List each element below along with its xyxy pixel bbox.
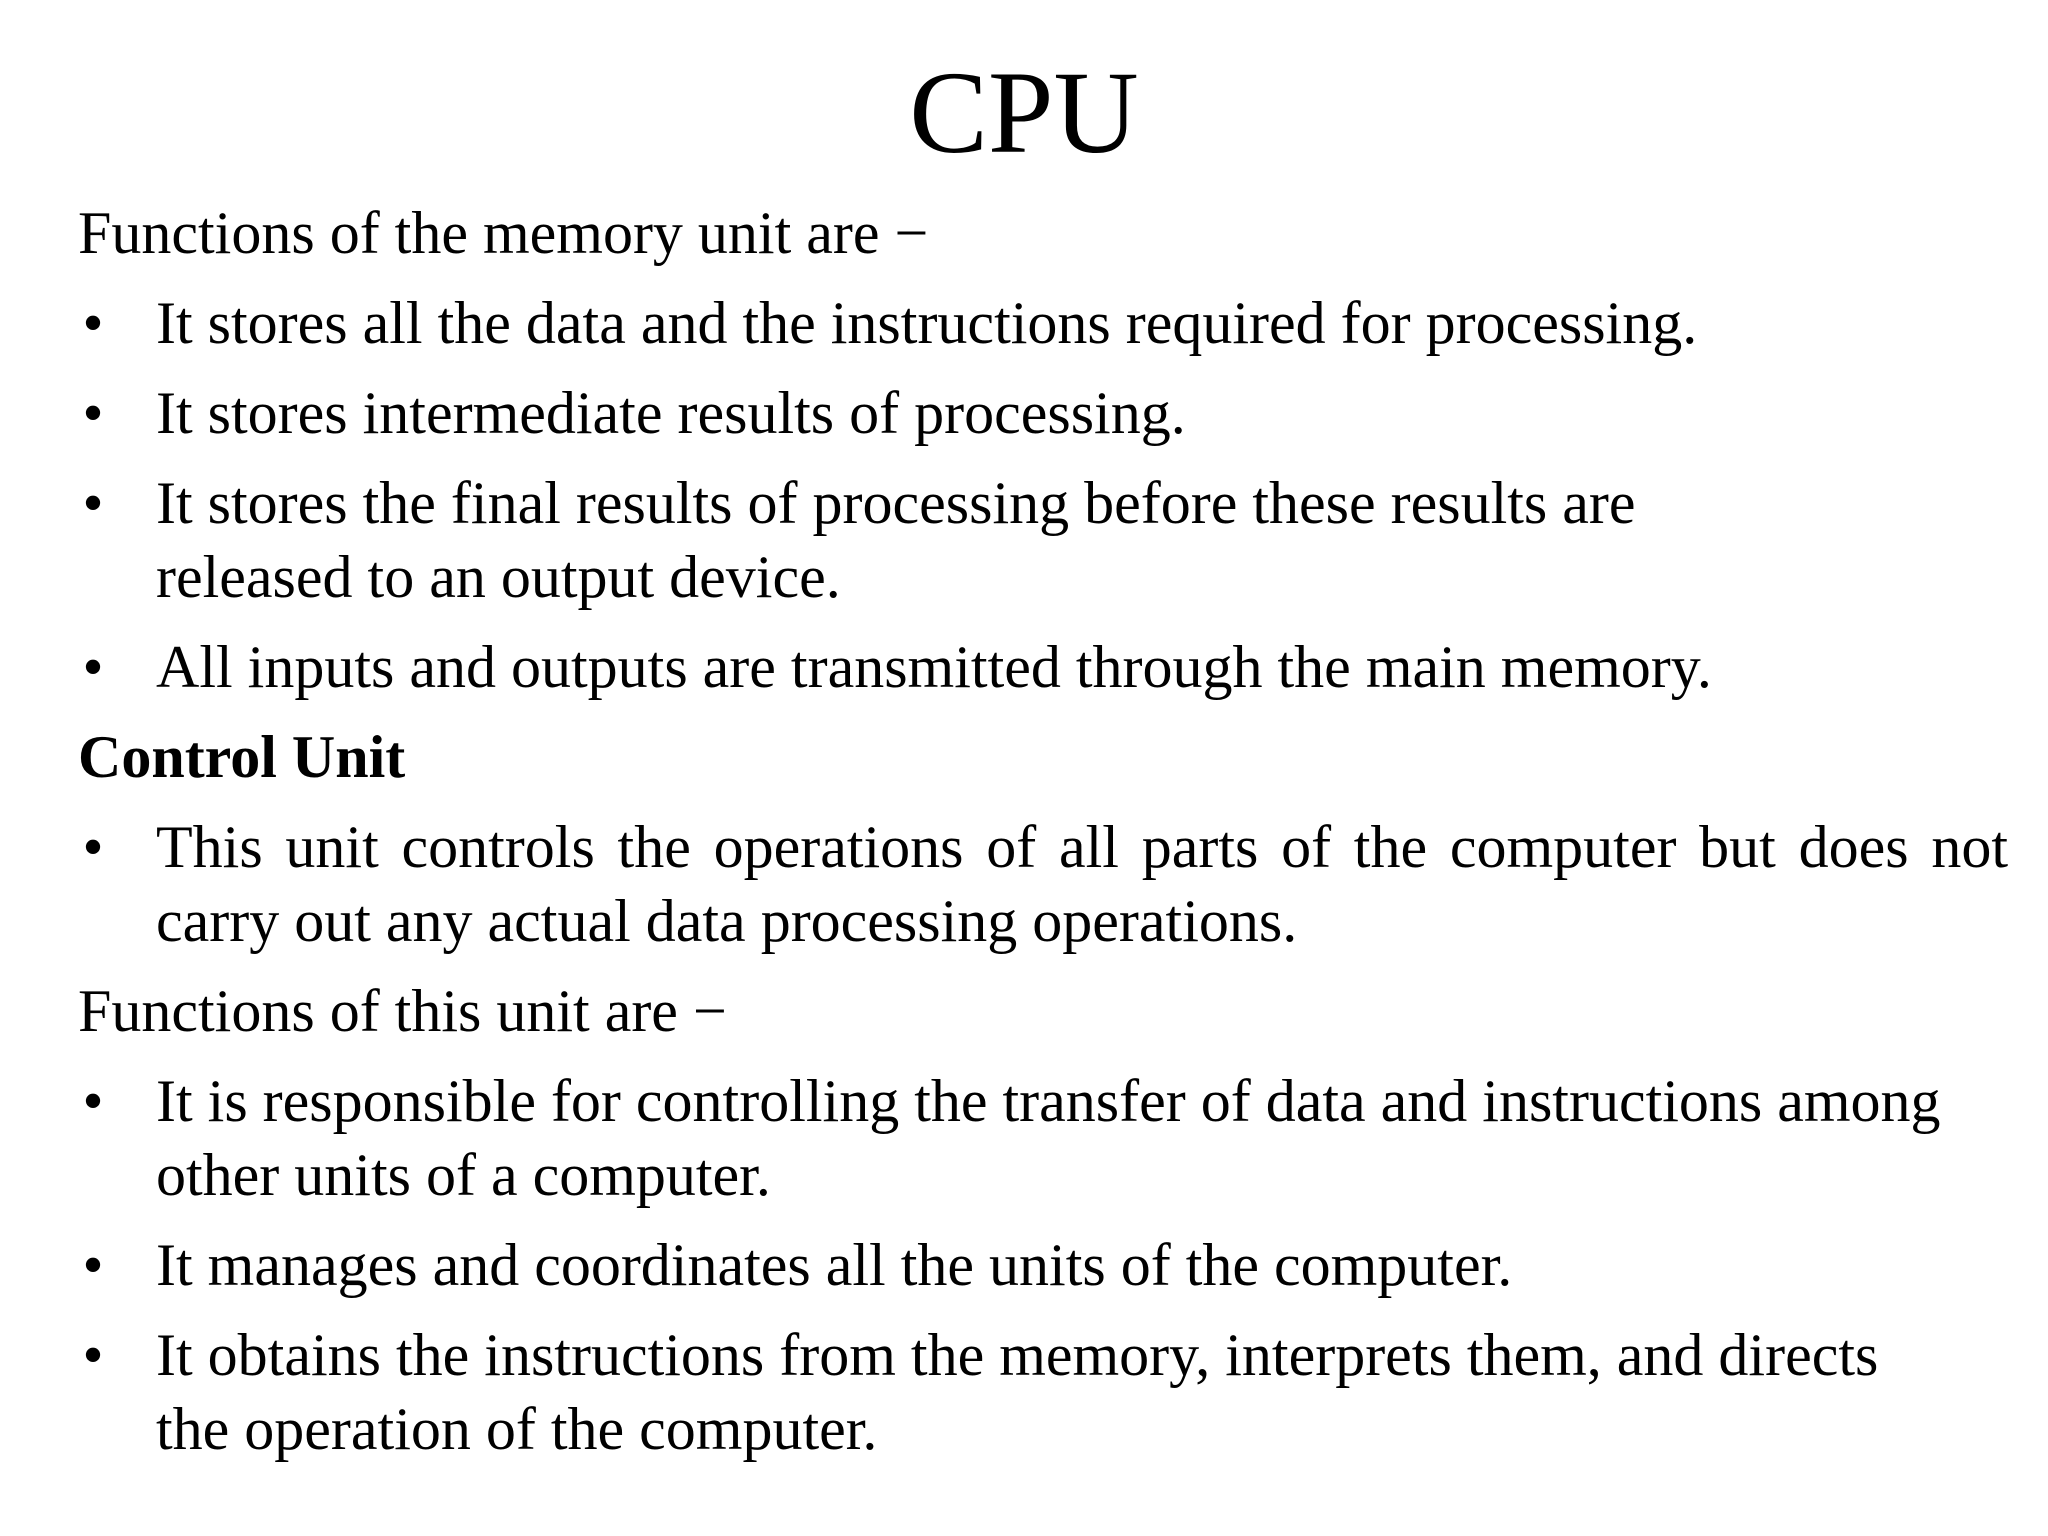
bullet-icon: • <box>82 1068 104 1134</box>
slide-content <box>78 196 2008 1482</box>
list-item-text: This unit controls the operations of all parts of the computer but does not carry out any actual data processing operations. <box>156 814 2008 954</box>
list-item-text: It manages and coordinates all the units of the computer. <box>156 1232 1513 1298</box>
list-item-text: It stores all the data and the instructions required for processing. <box>156 290 1698 356</box>
control-functions-list <box>78 1064 2008 1466</box>
bullet-icon: • <box>82 1322 104 1388</box>
list-item <box>78 1064 2008 1212</box>
list-item <box>78 630 2008 704</box>
bullet-icon: • <box>82 290 104 356</box>
list-item <box>78 466 2008 614</box>
bullet-icon: • <box>82 380 104 446</box>
bullet-icon: • <box>82 814 104 880</box>
bullet-icon: • <box>82 1232 104 1298</box>
list-item-text: It stores the final results of processing before these results are released to an output device. <box>156 470 1636 610</box>
control-unit-heading: Control Unit <box>78 724 406 790</box>
list-item-text: It obtains the instructions from the memory, interprets them, and directs the operation of the computer. <box>156 1322 1879 1462</box>
list-item <box>78 1228 2008 1302</box>
list-item-text: All inputs and outputs are transmitted through the main memory. <box>156 634 1712 700</box>
list-item <box>78 376 2008 450</box>
control-intro: Functions of this unit are − <box>78 978 727 1044</box>
memory-functions-list <box>78 286 2008 704</box>
slide-title: CPU <box>909 47 1139 178</box>
list-item-text: It stores intermediate results of processing. <box>156 380 1186 446</box>
list-item <box>78 810 2008 958</box>
memory-intro: Functions of the memory unit are − <box>78 200 929 266</box>
bullet-icon: • <box>82 634 104 700</box>
bullet-icon: • <box>82 470 104 536</box>
list-item <box>78 1318 2008 1466</box>
list-item <box>78 286 2008 360</box>
list-item-text: It is responsible for controlling the transfer of data and instructions among other units of a computer. <box>156 1068 1941 1208</box>
control-description-list <box>78 810 2008 958</box>
